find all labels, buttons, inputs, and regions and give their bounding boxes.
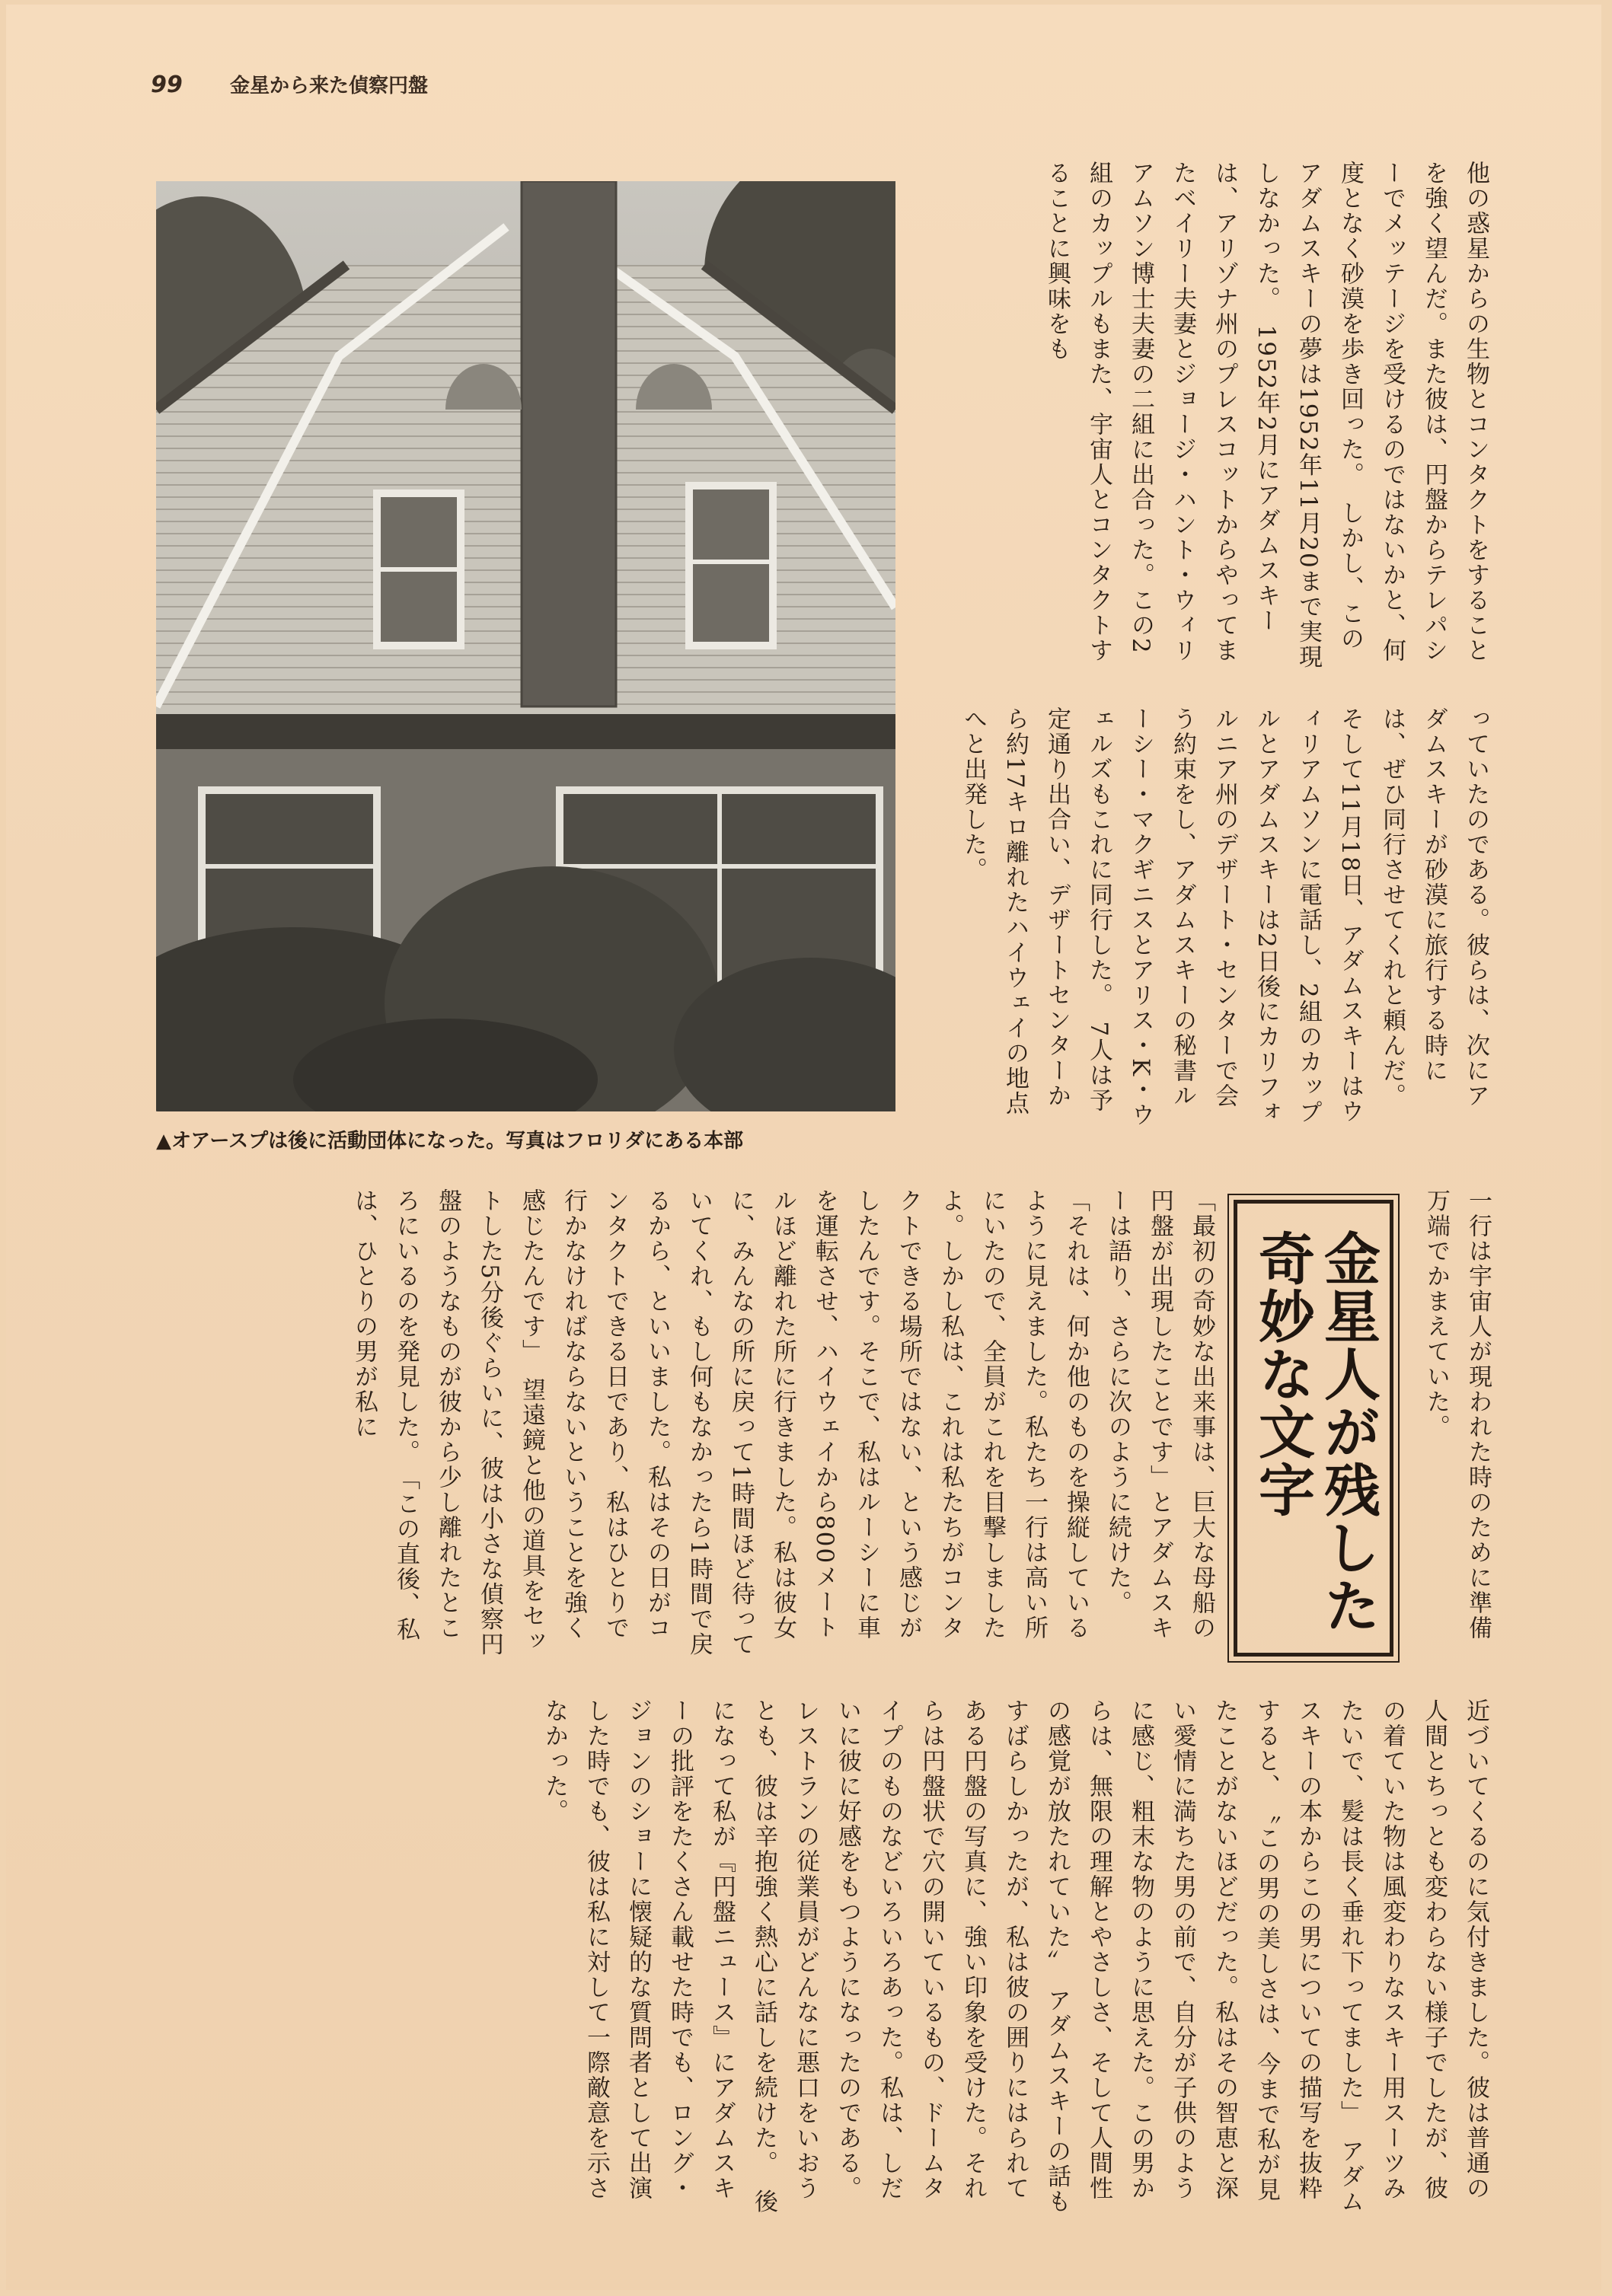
section-headline: 金星人が残した奇妙な文字 <box>1250 1229 1381 1634</box>
photo-caption: ▲オアースプは後に活動団体になった。写真はフロリダにある本部 <box>156 1130 744 1153</box>
article-column-lower-right: 一行は宇宙人が現われた時のために準備万端でかまえていた。 <box>1422 1188 1492 1641</box>
running-title: 金星から来た偵察円盤 <box>230 75 429 97</box>
headquarters-photo <box>156 181 895 1111</box>
page <box>6 5 1601 2290</box>
section-headline-box <box>1234 1200 1393 1657</box>
article-column-lower-mid: 「最初の奇妙な出来事は、巨大な母船の円盤が出現したことです」とアダムスキーは語り、さらに次のように続けた。 「それは、何か他のものを操縦しているように見えました。私たち一行は高い所にいたので、全員がこれを目撃しましたよ。しかし私は、これは私たちがコンタクトできる場所ではない、という感じがしたんです。そこで、私はルーシーに車を運転させ、ハイウェイから800メートルほど離れた所に行きました。私は彼女に、みんなの所に戻って1時間ほど待っていてくれ、もし何もなかったら1時間で戻るから、といいました。私はその日がコンタクトできる日であり、私はひとりで行かなければならないということを強く感じたんです」 望遠鏡と他の道具をセットした5分後ぐらいに、彼は小さな偵察円盤のようなものが彼から少し離れたところにいるのを発見した。 「この直後、私は、ひとりの男が私に <box>350 1188 1215 1657</box>
article-column-mid-right: っていたのである。彼らは、次にアダムスキーが砂漠に旅行する時には、ぜひ同行させてくれと頼んだ。そして11月18日、アダムスキーはウィリアムソンに電話し、2組のカップルとアダムスキーは2日後にカリフォルニア州のデザート・センターで会う約束をし、アダムスキーの秘書ルーシー・マクギニスとアリス・K・ウェルズもこれに同行した。 7人は予定通り出合い、デザートセンターから約17キロ離れたハイウェイの地点へと出発した。 <box>959 706 1489 1128</box>
article-column-upper-right: 他の惑星からの生物とコンタクトをすることを強く望んだ。また彼は、円盤からテレパシーでメッテージを受けるのではないかと、何度となく砂漠を歩き回った。 しかし、このアダムスキーの夢は1952年11月20まで実現しなかった。 1952年2月にアダムスキーは、アリゾナ州のプレスコットからやってまたベイリー夫妻とジョージ・ハント・ウィリアムソン博士夫妻の二組に出合った。この2組のカップルもまた、宇宙人とコンタクトすることに興味をも <box>1043 161 1489 670</box>
article-column-bottom: 近づいてくるのに気付きました。彼は普通の人間とちっとも変わらない様子でしたが、彼の着ていた物は風変わりなスキー用スーツみたいで、髪は長く垂れ下ってました」 アダムスキーの本からこの男についての描写を抜粋すると、 〝この男の美しさは、今まで私が見たことがないほどだった。私はその智恵と深い愛情に満ちた男の前で、自分が子供のように感じ、粗末な物のように思えた。この男からは、無限の理解とやさしさ、そして人間性の感覚が放たれていた〟 アダムスキーの話もすばらしかったが、私は彼の囲りにはられてある円盤の写真に、強い印象を受けた。それらは円盤状で穴の開いているもの、ドームタイプのものなどいろいろあった。私は、しだいに彼に好感をもつようになったのである。 レストランの従業員がどんなに悪口をいおうとも、彼は辛抱強く熱心に話しを続けた。 後になって私が『円盤ニュース』にアダムスキーの批評をたくさん載せた時でも、ロング・ジョンのショーに懐疑的な質問者として出演した時でも、彼は私に対して一際敵意を示さなかった。 <box>541 1698 1489 2215</box>
page-number: 99 <box>151 72 183 98</box>
